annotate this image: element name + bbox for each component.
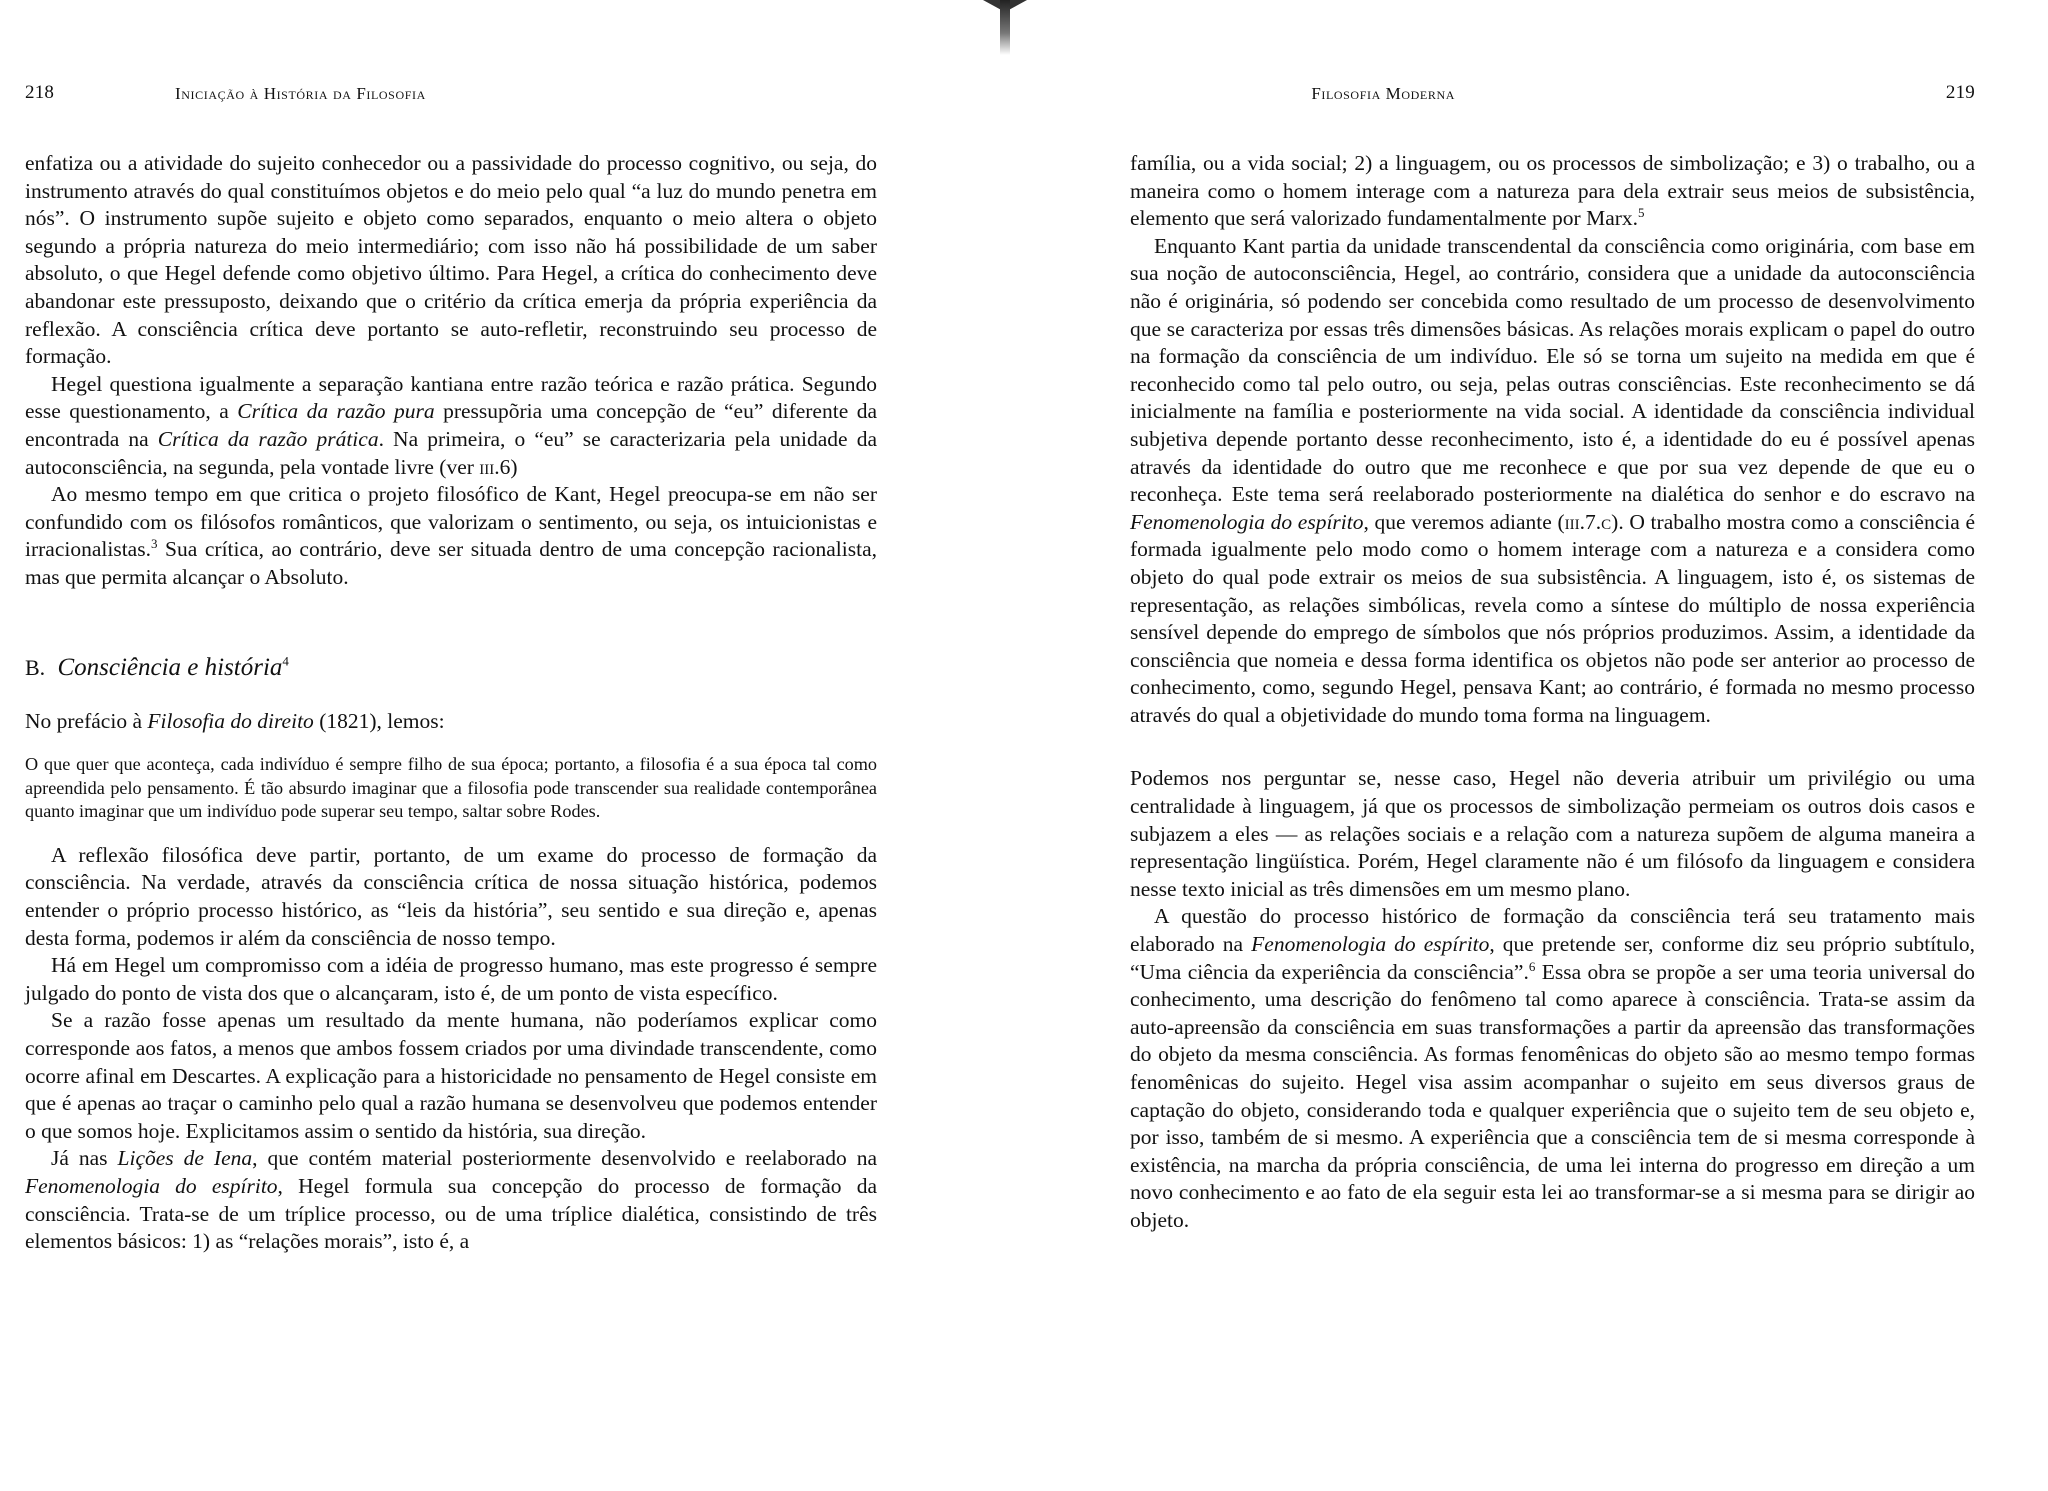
right-running-head: Filosofia Moderna: [1311, 84, 1455, 103]
left-running-head: Iniciação à História da Filosofia: [175, 84, 426, 103]
cross-reference: iii.7.c: [1564, 509, 1612, 534]
section-title: Consciência e história: [57, 653, 283, 681]
left-page: [25, 0, 877, 1491]
section-footnote-ref: 4: [282, 653, 289, 669]
italic-title: Crítica da razão pura: [237, 399, 435, 424]
italic-title: Filosofia do direito: [147, 708, 314, 733]
italic-title: Fenomenologia do espírito: [25, 1174, 278, 1198]
paragraph: Enquanto Kant partia da unidade transcendental da consciência como originária, com base em sua noção de autoconsciência, Hegel, ao contrário, considera que a unidade da autoconsciência não é originária, só podendo ser concebida como resultado de um processo de desenvolvimento que se caracteriza por essas três dimensões básicas. As relações morais explicam o papel do outro na formação da consciência de um indivíduo. Ele só se torna um sujeito na medida em que é reconhecido como tal pelo outro, ou seja, pelas outras consciências. Este reconhecimento se dá inicialmente na família e posteriormente na vida social. A identidade da consciência individual subjetiva depende portanto desse reconhecimento, isto é, a identidade do eu é possível apenas através da identidade do outro que me reconhece e que por sua vez depende de que eu o reconheça. Este tema será reelaborado posteriormente na dialética do senhor e do escravo na Fenomenologia do espírito, que veremos adiante (iii.7.c). O trabalho mostra como a consciência é formada igualmente pelo modo como o homem interage com a natureza e a considera como objeto do qual pode extrair os meios de sua subsistência. A linguagem, isto é, os sistemas de representação, as relações simbólicas, revela como a síntese do múltiplo de nossa experiência sensível depende do emprego de símbolos que nós próprios produzimos. Assim, a identidade da consciência que nomeia e dessa forma identifica os objetos não pode ser anterior ao processo de conhecimento, como, segundo Hegel, pensava Kant; ao contrário, é formada no mesmo processo através do qual a objetividade do mundo toma forma na linguagem.: [1130, 233, 1975, 727]
paragraph: família, ou a vida social; 2) a linguagem, ou os processos de simbolização; e 3) o trabalho, ou a maneira como o homem interage com a natureza para dela extrair seus meios de subsistência, elemento que será valorizado fundamentalmente por Marx.$^5$: [1130, 151, 1975, 231]
italic-title: Fenomenologia do espírito: [1130, 509, 1364, 534]
left-page-number: 218: [25, 82, 55, 103]
paragraph: A reflexão filosófica deve partir, portanto, de um exame do processo de formação da consciência. Na verdade, através da consciência crítica de nossa situação histórica, podemos entender o próprio processo histórico, as “leis da história”, seu sentido e sua direção e, apenas desta forma, podemos ir além da consciência de nosso tempo.: [25, 842, 877, 950]
paragraph: Já nas Lições de Iena, que contém material posteriormente desenvolvido e reelaborado na Fenomenologia do espírito, Hegel formula sua concepção do processo de formação da consciência. Trata-se de um tríplice processo, ou de uma tríplice dialética, consistindo de três elementos básicos: 1) as “relações morais”, isto é, a: [25, 1146, 877, 1254]
block-quote: O que quer que aconteça, cada indivíduo é sempre filho de sua época; portanto, a filosofia é a sua época tal como apreendida pelo pensamento. É tão absurdo imaginar que a filosofia pode transcender sua realidade contemporânea quanto imaginar que um indivíduo pode superar seu tempo, saltar sobre Rodes.: [25, 754, 877, 822]
right-page-body: [1130, 150, 1975, 1235]
cross-reference: iii: [479, 454, 495, 479]
paragraph: Hegel questiona igualmente a separação kantiana entre razão teórica e razão prática. Segundo esse questionamento, a Crítica da razão pura pressupõria uma concepção de “eu” diferente da encontrada na Crítica da razão prática. Na primeira, o “eu” se caracterizaria pela unidade da autoconsciência, na segunda, pela vontade livre (ver iii.6): [25, 371, 877, 479]
italic-title: Fenomenologia do espírito: [1251, 932, 1490, 957]
right-page: [1130, 0, 1975, 1491]
section-heading: [25, 654, 877, 682]
left-page-header: [25, 82, 877, 112]
paragraph: enfatiza ou a atividade do sujeito conhecedor ou a passividade do processo cognitivo, ou seja, do instrumento através do qual constituímos objetos e do meio pelo qual “a luz do mundo penetra em nós”. O instrumento supõe sujeito e objeto como separados, enquanto o meio altera o objeto segundo a própria natureza do meio intermediário; com isso não há possibilidade de um saber absoluto, o que Hegel defende como objetivo último. Para Hegel, a crítica do conhecimento deve abandonar este pressuposto, deixando que o critério da crítica emerja da própria experiência da reflexão. A consciência crítica deve portanto se auto-refletir, reconstruindo seu processo de formação.: [25, 151, 877, 369]
paragraph: Ao mesmo tempo em que critica o projeto filosófico de Kant, Hegel preocupa-se em não ser confundido com os filósofos românticos, que valorizam o sentimento, ou seja, os intuicionistas e irracionalistas.$^3$ Sua crítica, ao contrário, deve ser situada dentro de uma concepção racionalista, mas que permita alcançar o Absoluto.: [25, 482, 877, 589]
footnote-ref: 6: [1528, 958, 1536, 974]
italic-title: Crítica da razão prática: [157, 426, 379, 451]
section-label: B.: [25, 654, 46, 680]
right-page-number: 219: [1945, 82, 1975, 103]
right-page-header: [1130, 82, 1975, 112]
paragraph: Há em Hegel um compromisso com a idéia de progresso humano, mas este progresso é sempre julgado do ponto de vista dos que o alcançaram, isto é, de um ponto de vista específico.: [25, 953, 877, 1005]
paragraph: A questão do processo histórico de formação da consciência terá seu tratamento mais elaborado na Fenomenologia do espírito, que pretende ser, conforme diz seu próprio subtítulo, “Uma ciência da experiência da consciência”.$^6$ Essa obra se propõe a ser uma teoria universal do conhecimento, uma descrição do fenômeno tal como aparece à consciência. Trata-se assim da auto-apreensão da consciência em suas transformações a partir da apreensão das transformações do objeto da mesma consciência. As formas fenomênicas do objeto são ao mesmo tempo formas fenomênicas do sujeito. Hegel visa assim acompanhar o sujeito em seus diversos graus de captação do objeto, considerando toda e qualquer experiência que o sujeito tem de seu objeto e, por isso, também de si mesmo. A experiência que a consciência tem de si mesma corresponde à existência, na marcha da própria consciência, de uma lei interna do progresso em direção a um novo conhecimento e ao fato de ela seguir esta lei ao transformar-se a si mesma para se dirigir ao objeto.: [1130, 904, 1975, 1232]
paragraph-gap: [1130, 729, 1975, 765]
paragraph: No prefácio à Filosofia do direito (1821), lemos:: [25, 708, 445, 733]
paragraph: Podemos nos perguntar se, nesse caso, Hegel não deveria atribuir um privilégio ou uma centralidade à linguagem, já que os processos de simbolização permeiam os outros dois casos e subjazem a eles — as relações sociais e a relação com a natureza supõem de alguma maneira a representação lingüística. Porém, Hegel claramente não é um filósofo da linguagem e considera nesse texto inicial as três dimensões em um mesmo plano.: [1130, 766, 1975, 901]
paragraph: Se a razão fosse apenas um resultado da mente humana, não poderíamos explicar como corresponde aos fatos, a menos que ambos fossem criados por uma divindade transcendente, como ocorre afinal em Descartes. A explicação para a historicidade no pensamento de Hegel consiste em que é apenas ao traçar o caminho pelo qual a razão humana se desenvolveu que podemos entender o que somos hoje. Explicitamos assim o sentido da história, sua direção.: [25, 1008, 877, 1143]
footnote-ref: 3: [150, 536, 158, 552]
left-page-body: [25, 150, 877, 1256]
italic-title: Lições de Iena: [117, 1146, 253, 1171]
book-spine: [1000, 0, 1010, 55]
footnote-ref: 5: [1638, 205, 1645, 221]
